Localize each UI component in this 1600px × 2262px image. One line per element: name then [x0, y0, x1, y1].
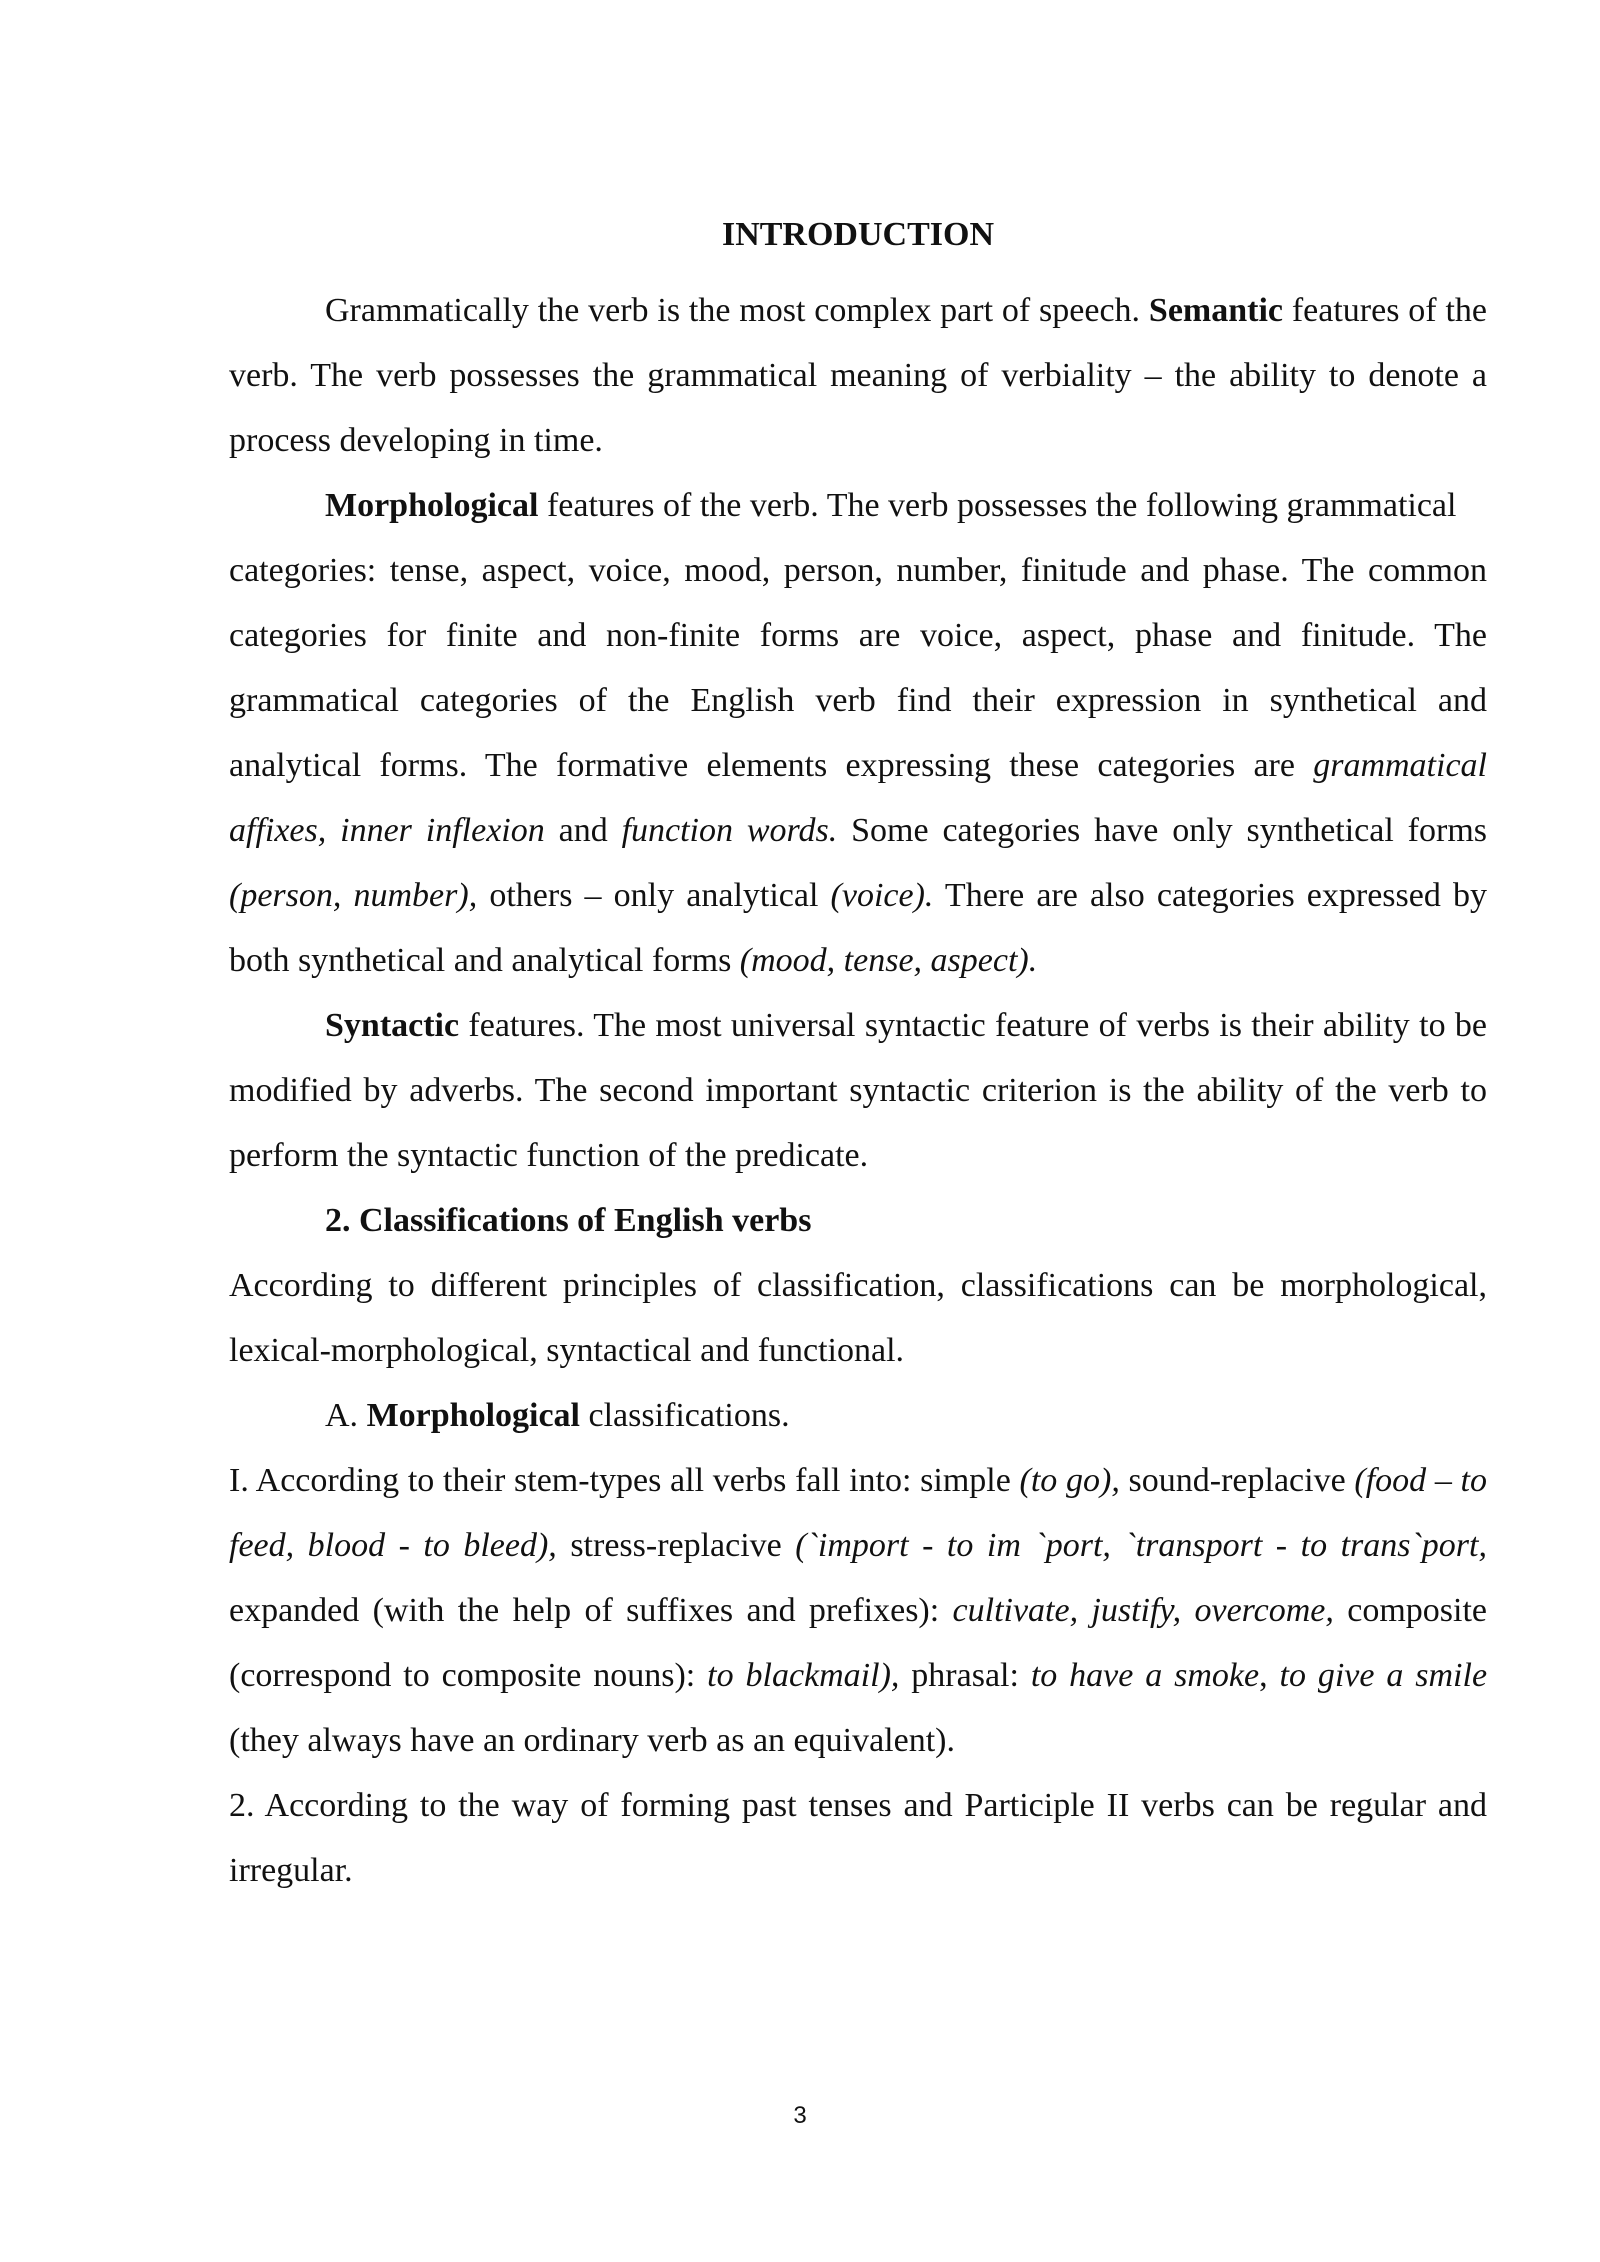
text: and	[544, 812, 622, 849]
text: Grammatically the verb is the most complex part of speech.	[325, 292, 1149, 329]
paragraph-regular-irregular	[229, 1773, 1487, 1903]
text: phrasal:	[899, 1657, 1031, 1694]
text: sound-replacive	[1119, 1462, 1355, 1499]
term-syntactic: Syntactic	[325, 1007, 460, 1044]
paragraph-classification-principles	[229, 1253, 1487, 1383]
text: others – only analytical	[477, 877, 831, 914]
italic-text: (to go),	[1019, 1462, 1120, 1499]
text: According to different principles of classification, classifications can be morphological, lexical-morphological, syntactical and functional.	[229, 1267, 1487, 1369]
italic-text: (food – to feed, blood - to bleed),	[229, 1462, 1488, 1564]
text: I. According to their stem-types all verbs fall into: simple	[229, 1462, 1020, 1499]
paragraph-stem-types	[229, 1448, 1487, 1773]
text: classifications.	[580, 1397, 790, 1434]
section-heading: 2. Classifications of English verbs	[325, 1202, 812, 1239]
term-semantic: Semantic	[1148, 292, 1283, 329]
text: categories: tense, aspect, voice, mood, person, number, finitude and phase. The common categories for finite and non-finite forms are voice, aspect, phase and finitude. The grammatical categories of the English verb find their expression in synthetical and analytical forms. The formative elements expressing these categories are	[229, 552, 1487, 784]
italic-text: grammatical affixes, inner inflexion	[229, 747, 1487, 849]
text: features. The most universal syntactic feature of verbs is their ability to be modified by adverbs. The second important syntactic criterion is the ability of the verb to perform the syntactic function of the predicate.	[229, 1007, 1487, 1174]
term-morphological: Morphological	[366, 1397, 580, 1434]
text: A.	[325, 1397, 367, 1434]
paragraph-syntactic	[229, 993, 1487, 1188]
italic-text: (person, number),	[229, 877, 478, 914]
text: composite (correspond to composite nouns):	[229, 1592, 1487, 1694]
text: stress-replacive	[556, 1527, 796, 1564]
italic-text: (voice).	[830, 877, 934, 914]
paragraph-morphological-classifications	[229, 1383, 1487, 1448]
italic-text: to have a smoke	[1030, 1657, 1260, 1694]
italic-text: (mood, tense, aspect).	[739, 942, 1038, 979]
text: features of the verb. The verb possesses the following grammatical	[538, 487, 1457, 524]
text: features of the verb. The verb possesses the grammatical meaning of verbiality – the ability to denote a process developing in time.	[229, 292, 1487, 459]
page-title: INTRODUCTION	[721, 216, 995, 253]
text: There are also categories expressed by both synthetical and analytical forms	[229, 877, 1487, 979]
paragraph-semantic	[229, 278, 1487, 473]
italic-text: to give a smile	[1279, 1657, 1488, 1694]
text: (they always have an ordinary verb as an equivalent).	[229, 1722, 955, 1759]
italic-text: function words.	[621, 812, 838, 849]
paragraph-morphological-intro	[229, 473, 1487, 538]
italic-text: to blackmail),	[707, 1657, 900, 1694]
text: 2. According to the way of forming past tenses and Participle II verbs can be regular and irregular.	[229, 1787, 1487, 1889]
page-number: 3	[793, 2102, 807, 2129]
paragraph-categories	[229, 538, 1487, 993]
text: expanded (with the help of suffixes and prefixes):	[229, 1592, 953, 1629]
text: Some categories have only synthetical forms	[837, 812, 1487, 849]
term-morphological: Morphological	[325, 487, 539, 524]
italic-text: (`import - to im `port, `transport - to trans`port,	[795, 1527, 1487, 1564]
italic-text: cultivate, justify, overcome,	[952, 1592, 1334, 1629]
text: ,	[1259, 1657, 1280, 1694]
